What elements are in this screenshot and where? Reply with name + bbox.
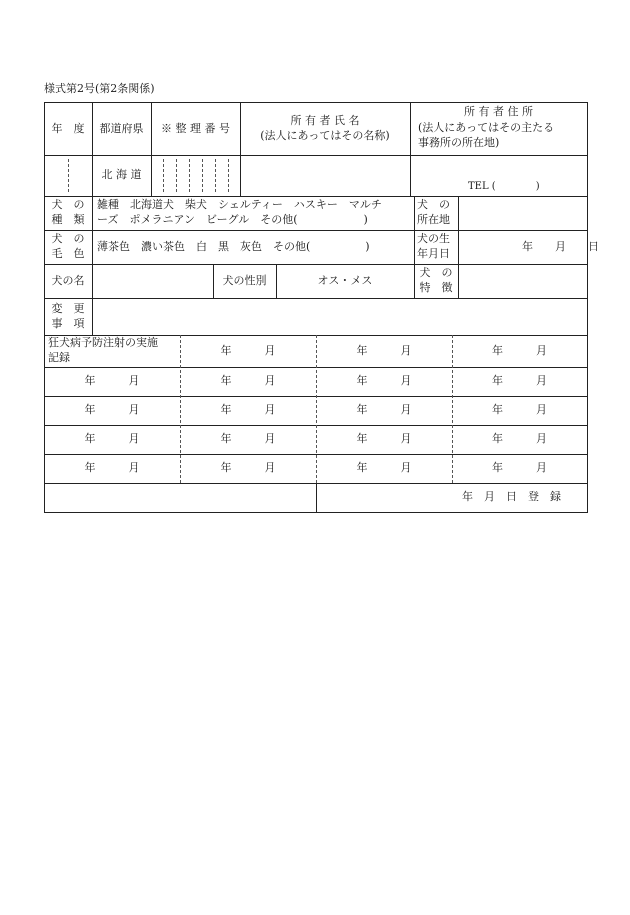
coat-label: 毛 色 — [51, 247, 85, 260]
table-divider — [44, 264, 587, 265]
features-label: 特 徴 — [419, 281, 453, 294]
header-owner-name: 所 有 者 氏 名 — [290, 114, 360, 127]
vaccination-date: 年 月 — [356, 403, 412, 416]
vaccination-date: 年 月 — [220, 344, 276, 357]
location-label: 犬 の — [417, 198, 450, 211]
location-label: 所在地 — [417, 213, 450, 226]
number-digit-separator — [163, 159, 164, 192]
vaccination-date: 年 月 — [356, 432, 412, 445]
year-digit-separator — [68, 159, 69, 192]
features-label: 犬 の — [419, 266, 453, 279]
number-digit-separator — [176, 159, 177, 192]
number-digit-separator — [215, 159, 216, 192]
registration-divider — [316, 483, 317, 512]
header-owner-address-note: 事務所の所在地) — [418, 136, 500, 149]
vaccination-date: 年 月 — [492, 374, 547, 387]
vaccination-date: 年 月 — [492, 432, 547, 445]
vaccination-date: 年 月 — [84, 374, 140, 387]
table-border-top — [44, 102, 587, 103]
prefecture-value: 北 海 道 — [101, 168, 142, 181]
number-digit-separator — [189, 159, 190, 192]
header-owner-address: 所 有 者 住 所 — [464, 105, 533, 118]
table-divider — [44, 230, 587, 231]
number-digit-separator — [228, 159, 229, 192]
table-border-right — [587, 102, 588, 513]
changes-label: 事 項 — [51, 317, 85, 330]
col-divider — [151, 102, 152, 196]
birth-date-value: 年 月 日 — [522, 240, 599, 253]
vaccination-date: 年 月 — [84, 461, 140, 474]
breed-options: ーズ ポメラニアン ビーグル その他( ) — [97, 213, 368, 226]
vaccination-date: 年 月 — [84, 403, 140, 416]
dog-name-label: 犬の名 — [51, 274, 85, 287]
breed-options: 雑種 北海道犬 柴犬 シェルティー ハスキー マルチ — [97, 198, 382, 211]
vaccination-date: 年 月 — [220, 374, 276, 387]
coat-options: 薄茶色 濃い茶色 白 黒 灰色 その他( ) — [97, 240, 370, 253]
vaccination-date: 年 月 — [356, 344, 412, 357]
dog-sex-label: 犬の性別 — [222, 274, 267, 287]
vaccination-date: 年 月 — [492, 344, 547, 357]
col-divider — [92, 264, 93, 335]
changes-label: 変 更 — [51, 302, 85, 315]
vaccination-date: 年 月 — [220, 403, 276, 416]
vaccination-date: 年 月 — [220, 432, 276, 445]
vaccination-date: 年 月 — [492, 461, 547, 474]
breed-label: 種 類 — [51, 213, 85, 226]
tel-field: TEL ( ) — [468, 181, 540, 192]
table-divider — [44, 196, 587, 197]
vaccination-date: 年 月 — [84, 432, 140, 445]
vaccination-date: 年 月 — [492, 403, 547, 416]
vaccination-date: 年 月 — [356, 374, 412, 387]
col-divider — [92, 196, 93, 264]
header-owner-name-note: (法人にあってはその名称) — [260, 129, 390, 142]
header-prefecture: 都道府県 — [99, 122, 144, 135]
coat-label: 犬 の — [51, 232, 85, 245]
vaccination-label: 記録 — [48, 351, 70, 364]
table-divider — [44, 155, 587, 156]
registration-date: 年 月 日 登 録 — [462, 490, 561, 503]
header-management-number: ※ 整 理 番 号 — [161, 122, 230, 135]
form-caption: 様式第2号(第2条関係) — [44, 82, 155, 95]
number-digit-separator — [202, 159, 203, 192]
table-border-bottom — [44, 512, 587, 513]
vaccination-label: 狂犬病予防注射の実施 — [48, 336, 158, 349]
header-year: 年 度 — [51, 122, 85, 135]
vaccination-date: 年 月 — [220, 461, 276, 474]
breed-label: 犬 の — [51, 198, 85, 211]
birth-date-label: 犬の生 — [417, 232, 450, 245]
col-divider — [458, 196, 459, 298]
birth-date-label: 年月日 — [417, 247, 450, 260]
table-divider — [44, 298, 587, 299]
dog-sex-value: オス・メス — [317, 274, 373, 287]
header-owner-address-note: (法人にあってはその主たる — [418, 121, 555, 134]
vaccination-date: 年 月 — [356, 461, 412, 474]
